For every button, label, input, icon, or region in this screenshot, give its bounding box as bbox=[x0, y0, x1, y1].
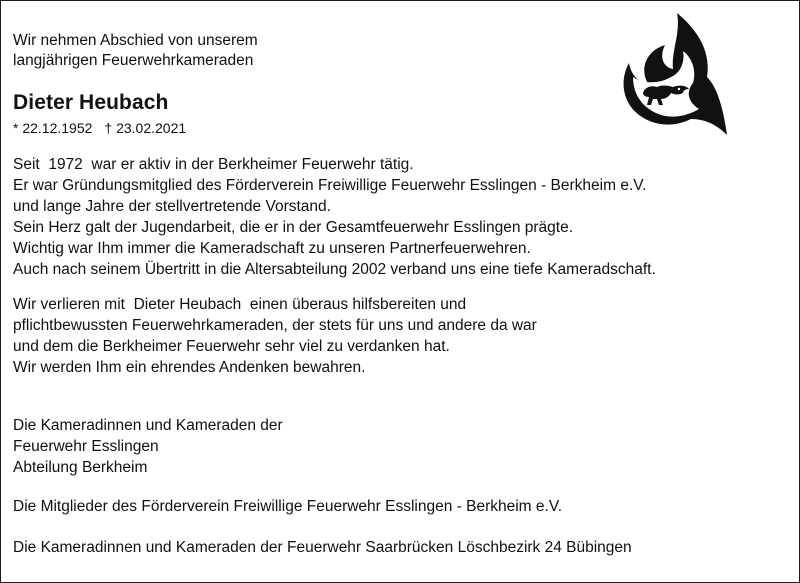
signature-line: Die Kameradinnen und Kameraden der bbox=[13, 417, 283, 434]
signature-partner-brigade: Die Kameradinnen und Kameraden der Feuerwehr Saarbrücken Löschbezirk 24 Bübingen bbox=[13, 539, 632, 556]
text-line: Er war Gründungsmitglied des Förderverein Freiwillige Feuerwehr Esslingen - Berkheim e.V. bbox=[13, 177, 647, 194]
tribute-paragraph bbox=[13, 294, 537, 378]
text-line: Wir verlieren mit Dieter Heubach einen überaus hilfsbereiten und bbox=[13, 296, 467, 313]
deceased-name: Dieter Heubach bbox=[13, 91, 169, 114]
intro-line: Wir nehmen Abschied von unserem bbox=[13, 32, 258, 49]
intro-line: langjährigen Feuerwehrkameraden bbox=[13, 52, 254, 69]
flame-lion-icon bbox=[619, 11, 729, 141]
text-line: Wichtig war Ihm immer die Kameradschaft zu unseren Partnerfeuerwehren. bbox=[13, 240, 531, 257]
birth-date: * 22.12.1952 bbox=[13, 120, 93, 136]
signature-fire-brigade bbox=[13, 415, 283, 478]
text-line: pflichtbewussten Feuerwehrkameraden, der stets für uns und andere da war bbox=[13, 317, 537, 334]
signature-association: Die Mitglieder des Förderverein Freiwillige Feuerwehr Esslingen - Berkheim e.V. bbox=[13, 498, 563, 515]
text-line: Wir werden Ihm ein ehrendes Andenken bewahren. bbox=[13, 359, 366, 376]
intro-text bbox=[13, 31, 258, 71]
text-line: Auch nach seinem Übertritt in die Altersabteilung 2002 verband uns eine tiefe Kameradschaft. bbox=[13, 261, 656, 278]
text-line: und dem die Berkheimer Feuerwehr sehr viel zu verdanken hat. bbox=[13, 338, 450, 355]
signature-line: Abteilung Berkheim bbox=[13, 459, 148, 476]
signature-line: Feuerwehr Esslingen bbox=[13, 438, 159, 455]
text-line: Seit 1972 war er aktiv in der Berkheimer Feuerwehr tätig. bbox=[13, 156, 414, 173]
biography-paragraph bbox=[13, 154, 656, 280]
death-date: † 23.02.2021 bbox=[104, 120, 187, 136]
life-dates bbox=[13, 120, 186, 136]
text-line: und lange Jahre der stellvertretende Vorstand. bbox=[13, 198, 331, 215]
text-line: Sein Herz galt der Jugendarbeit, die er in der Gesamtfeuerwehr Esslingen prägte. bbox=[13, 219, 574, 236]
